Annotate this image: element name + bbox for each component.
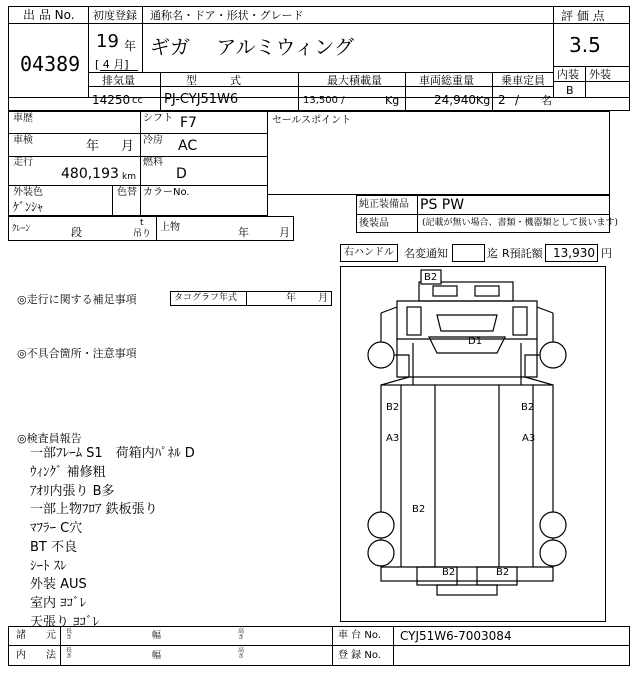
damage-mark-roof: B2 bbox=[424, 272, 438, 283]
max-load-label: 最大積載量 bbox=[327, 74, 382, 87]
inspector-line: 室内 ﾖｺﾞﾚ bbox=[30, 596, 87, 611]
mileage-unit: km bbox=[122, 172, 136, 182]
inspection-label: 車検 bbox=[13, 135, 33, 146]
color-change-label: 色替 bbox=[117, 187, 137, 198]
details-left-frame bbox=[8, 111, 268, 216]
inspector-line: 一部ﾌﾚｰﾑ S1 荷箱内ﾊﾟﾈﾙ D bbox=[30, 446, 195, 461]
r-pre-mileage-unit: 円 bbox=[601, 247, 612, 260]
model-name: ギガ アルミウィング bbox=[150, 35, 354, 59]
body-year-unit: 年 bbox=[238, 226, 249, 239]
inspector-line: ｱｵﾘ内張り B多 bbox=[30, 484, 115, 499]
crane-lift-unit: 吊り bbox=[133, 229, 152, 239]
displacement: 14250 bbox=[92, 93, 131, 107]
dims-length-label: 長さ bbox=[66, 647, 73, 660]
inspection-month-unit: 月 bbox=[121, 139, 135, 154]
damage-mark-rear-right: B2 bbox=[496, 567, 510, 578]
displacement-label: 排気量 bbox=[102, 74, 135, 87]
driving-title: ◎走行に関する補足事項 bbox=[17, 293, 137, 306]
damage-diagram bbox=[340, 266, 606, 622]
specs-label: 諸 元 bbox=[16, 630, 56, 641]
displacement-unit: cc bbox=[132, 95, 143, 106]
aftermarket-label: 後装品 bbox=[359, 218, 389, 229]
shift-value: F7 bbox=[180, 115, 197, 131]
dims-height-label: 高さ bbox=[238, 647, 245, 660]
sales-point-label: セールスポイント bbox=[272, 115, 352, 126]
damage-mark-windshield: D1 bbox=[468, 336, 483, 347]
exterior-color: ｹﾞﾝｼｬ bbox=[13, 200, 44, 214]
dims-width-label: 幅 bbox=[152, 651, 162, 661]
lot-no: 04389 bbox=[20, 52, 81, 76]
crane-stage-unit: 段 bbox=[71, 226, 82, 239]
capacity-unit: 名 bbox=[541, 94, 552, 107]
inspector-line: ｼｰﾄ ｽﾚ bbox=[30, 559, 67, 574]
gross-weight: 24,940 bbox=[434, 93, 476, 107]
inspector-line: ﾏﾌﾗｰ C穴 bbox=[30, 521, 83, 536]
name-change-box bbox=[452, 244, 485, 262]
defects-title: ◎不具合箇所・注意事項 bbox=[17, 347, 137, 360]
inspector-line: ｳｨﾝｸﾞ 補修粗 bbox=[30, 465, 106, 480]
equipment-value: PS PW bbox=[420, 197, 465, 213]
damage-mark-left-front-body: B2 bbox=[386, 402, 400, 413]
equipment-label: 純正装備品 bbox=[359, 199, 409, 210]
interior-grade: B bbox=[566, 84, 574, 97]
interior-label: 内装 bbox=[557, 68, 579, 81]
ac-value: AC bbox=[178, 138, 198, 154]
max-load: 13,500 / bbox=[303, 95, 345, 106]
gross-weight-label: 車両総重量 bbox=[419, 74, 474, 87]
rating-value: 3.5 bbox=[569, 33, 601, 57]
capacity-label: 乗車定員 bbox=[501, 74, 545, 87]
deadline-label: 迄 bbox=[487, 247, 498, 260]
exterior-color-label: 外装色 bbox=[13, 187, 43, 198]
fuel-label: 燃料 bbox=[143, 157, 163, 168]
mileage: 480,193 bbox=[61, 166, 119, 182]
ac-label: 冷房 bbox=[143, 135, 163, 146]
crane-label: ｸﾚｰﾝ bbox=[12, 224, 31, 234]
exterior-label: 外装 bbox=[589, 68, 611, 81]
crane-t: t bbox=[140, 218, 144, 228]
first-reg-month: [ 4 月] bbox=[95, 58, 129, 71]
truck-outline bbox=[341, 267, 607, 623]
body-month-unit: 月 bbox=[279, 226, 290, 239]
damage-mark-rear-left: B2 bbox=[442, 567, 456, 578]
capacity-separator: / bbox=[515, 93, 520, 107]
footer-frame bbox=[8, 626, 630, 666]
name-change-label: 名変通知 bbox=[404, 247, 448, 260]
body-label: 上物 bbox=[160, 222, 180, 233]
dims-label: 内 法 bbox=[16, 650, 56, 661]
damage-mark-box-floor: B2 bbox=[412, 504, 426, 515]
inspector-line: 天張り ﾖｺﾞﾚ bbox=[30, 615, 100, 630]
lot-no-label: 出 品 No. bbox=[23, 8, 75, 22]
aftermarket-note: (記載が無い場合、書類・機器類として扱います) bbox=[422, 218, 619, 228]
inspection-year-unit: 年 bbox=[86, 139, 100, 154]
steering: 右ハンドル bbox=[344, 247, 394, 258]
damage-mark-right-front-body: B2 bbox=[521, 402, 535, 413]
tachograph-label: タコグラフ年式 bbox=[174, 293, 238, 303]
first-reg-label: 初度登録 bbox=[93, 9, 137, 22]
model-name-label: 通称名・ドア・形状・グレード bbox=[150, 9, 304, 22]
r-pre-mileage-label: R預託額 bbox=[502, 247, 543, 260]
first-reg-year-unit: 年 bbox=[124, 39, 137, 53]
chassis-no: CYJ51W6-7003084 bbox=[400, 629, 512, 643]
history-label: 車歴 bbox=[13, 113, 33, 124]
tachograph-month-unit: 月 bbox=[318, 293, 328, 304]
inspector-line: 一部上物ﾌﾛｱ 鉄板張り bbox=[30, 502, 158, 517]
inspector-title: ◎検査員報告 bbox=[17, 432, 82, 445]
chassis-label: 車 台 No. bbox=[338, 630, 381, 641]
specs-width-label: 幅 bbox=[152, 631, 162, 641]
first-reg-year: 19 bbox=[96, 31, 119, 52]
color-no-label: カラーNo. bbox=[143, 187, 190, 198]
damage-mark-right-box-side: A3 bbox=[522, 433, 536, 444]
r-pre-mileage: 13,930 bbox=[553, 246, 595, 260]
capacity: 2 bbox=[498, 93, 506, 107]
shift-label: シフト bbox=[143, 113, 173, 124]
specs-height-label: 高さ bbox=[238, 628, 245, 641]
inspector-line: 外装 AUS bbox=[30, 577, 87, 592]
max-load-unit: Kg bbox=[385, 94, 400, 107]
specs-length-label: 長さ bbox=[66, 628, 73, 641]
tachograph-year-unit: 年 bbox=[286, 293, 296, 304]
fuel-value: D bbox=[176, 166, 187, 182]
inspector-line: BT 不良 bbox=[30, 540, 77, 555]
model-type-label: 型 式 bbox=[186, 74, 241, 87]
registration-label: 登 録 No. bbox=[338, 650, 381, 661]
mileage-label: 走行 bbox=[13, 157, 33, 168]
rating-label: 評 価 点 bbox=[561, 9, 605, 23]
damage-mark-left-box-side: A3 bbox=[386, 433, 400, 444]
gross-weight-unit: Kg bbox=[476, 94, 491, 107]
model-type: PJ-CYJ51W6 bbox=[164, 92, 239, 107]
